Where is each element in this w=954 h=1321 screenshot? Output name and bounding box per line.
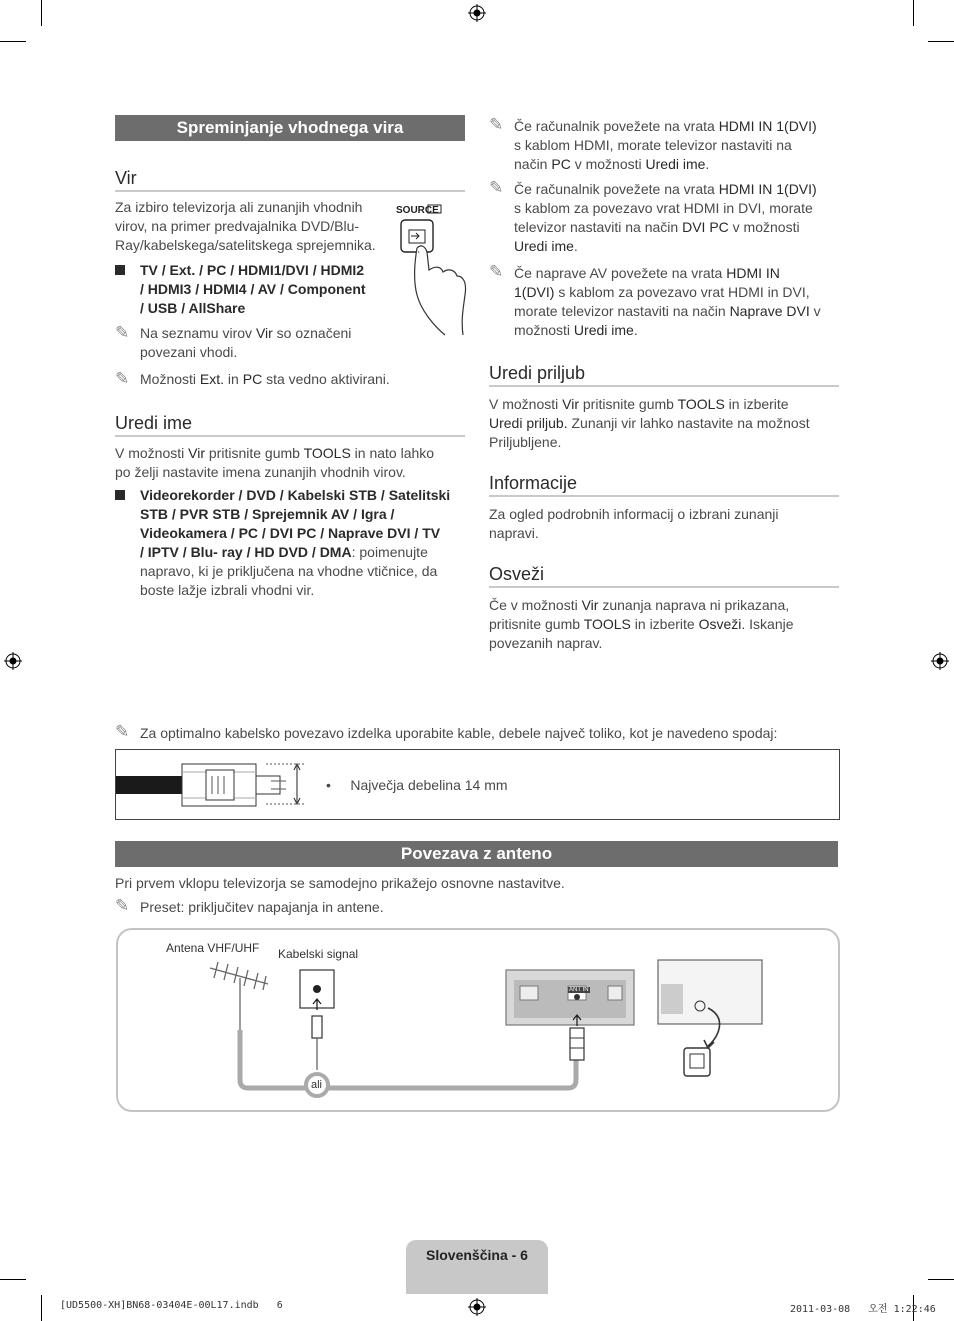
note-pencil-icon: ✎: [489, 262, 504, 281]
crop-mark: [41, 0, 42, 26]
vir-intro: Za izbiro televizorja ali zunanjih vhodnih virov, na primer predvajalnika DVD/Blu-Ray/kabelskega/satelitskega sprejemnika.: [115, 199, 376, 253]
note-pencil-icon: ✎: [489, 178, 504, 197]
crop-mark: [913, 0, 914, 26]
antenna-note: Preset: priključitev napajanja in antene.: [140, 899, 384, 915]
section-title-bar: Spreminjanje vhodnega vira: [115, 115, 465, 141]
vir-list-line: TV / Ext. / PC / HDMI1/DVI / HDMI2: [140, 262, 365, 278]
note-pencil-icon: ✎: [115, 722, 130, 741]
file-info: [UD5500-XH]BN68-03404E-00L17.indb 6: [60, 1300, 283, 1311]
crop-mark: [0, 41, 26, 42]
bullet-square: [115, 490, 125, 500]
registration-mark-icon: [468, 4, 486, 22]
heading-vir: Vir: [115, 168, 465, 192]
vir-note-2: Možnosti Ext. in PC sta vedno aktivirani.: [140, 371, 390, 387]
bullet-square: [115, 265, 125, 275]
label-antenna-vhf-uhf: Antena VHF/UHF: [166, 941, 260, 955]
page-number-tab: [406, 1240, 548, 1294]
note-pencil-icon: ✎: [115, 896, 130, 915]
right-note-3: Če naprave AV povežete na vrata HDMI IN 1(DVI) s kablom za povezavo vrat HDMI in DVI, morate televizor nastaviti na način Naprave DVI v možnosti Uredi ime.: [514, 265, 821, 338]
note-pencil-icon: ✎: [115, 323, 130, 342]
heading-osvezi: Osveži: [489, 564, 839, 588]
osvezi-text: Če v možnosti Vir zunanja naprava ni prikazana, pritisnite gumb TOOLS in izberite Osveži. Iskanje povezanih naprav.: [489, 597, 794, 651]
uredi-ime-text: V možnosti Vir pritisnite gumb TOOLS in nato lahko po želji nastavite imena zunanjih vhodnih virov.: [115, 445, 435, 480]
page-number: Slovenščina - 6: [426, 1247, 528, 1263]
heading-uredi-ime: Uredi ime: [115, 413, 465, 437]
antenna-diagram: [116, 928, 840, 1112]
crop-mark: [928, 1279, 954, 1280]
registration-mark-icon: [4, 652, 22, 670]
crop-mark: [0, 1279, 26, 1280]
cable-illustration: [116, 750, 316, 819]
antenna-icon: [210, 962, 268, 1030]
note-pencil-icon: ✎: [489, 115, 504, 134]
vir-list-line: / USB / AllShare: [140, 300, 246, 316]
antenna-title-bar: Povezava z anteno: [115, 841, 838, 867]
crop-mark: [928, 41, 954, 42]
label-cable-signal: Kabelski signal: [278, 947, 359, 961]
heading-uredi-priljub: Uredi priljub: [489, 363, 839, 387]
antenna-intro: Pri prvem vklopu televizorja se samodejno prikažejo osnovne nastavitve.: [115, 875, 565, 891]
informacije-text: Za ogled podrobnih informacij o izbrani zunanji napravi.: [489, 506, 779, 541]
cable-max-thickness: • Največja debelina 14 mm: [326, 777, 508, 793]
cable-note: Za optimalno kabelsko povezavo izdelka uporabite kable, debele največ toliko, kot je navedeno spodaj:: [140, 725, 778, 741]
cable-thickness-box: [115, 749, 840, 820]
ant-in-port-label: ANT IN: [569, 987, 589, 993]
uredi-ime-list: Videorekorder / DVD / Kabelski STB / Satelitski STB / PVR STB / Sprejemnik AV / Igra / Videokamera / PC / DVI PC / Naprave DVI / TV / IPTV / Blu- ray / HD DVD / DMA: poimenujte napravo, ki je priključena na vhodne vtičnice, da boste lažje izbrali vhodni vir.: [140, 487, 451, 598]
vir-list-line: / HDMI3 / HDMI4 / AV / Component: [140, 281, 366, 297]
crop-mark: [41, 1295, 42, 1321]
registration-mark-icon: [931, 652, 949, 670]
vir-note-1: Na seznamu virov Vir so označeni povezani vhodi.: [140, 325, 352, 360]
source-button-illustration: [395, 200, 470, 340]
source-label: SOURCE: [396, 205, 439, 216]
print-timestamp: 2011-03-08 오전 1:22:46: [790, 1304, 936, 1315]
right-note-2: Če računalnik povežete na vrata HDMI IN 1(DVI) s kablom za povezavo vrat HDMI in DVI, morate televizor nastaviti na način DVI PC v možnosti Uredi ime.: [514, 181, 817, 254]
uredi-priljub-text: V možnosti Vir pritisnite gumb TOOLS in izberite Uredi priljub. Zunanji vir lahko nastavite na možnost Priljubljene.: [489, 396, 810, 450]
note-pencil-icon: ✎: [115, 369, 130, 388]
antenna-connection-drawing: [118, 930, 838, 1110]
right-note-1: Če računalnik povežete na vrata HDMI IN 1(DVI) s kablom HDMI, morate televizor nastaviti na način PC v možnosti Uredi ime.: [514, 118, 817, 172]
registration-mark-icon: [468, 1298, 486, 1316]
heading-informacije: Informacije: [489, 473, 839, 497]
label-or: ali: [311, 1079, 323, 1091]
vir-source-list: [140, 261, 395, 318]
